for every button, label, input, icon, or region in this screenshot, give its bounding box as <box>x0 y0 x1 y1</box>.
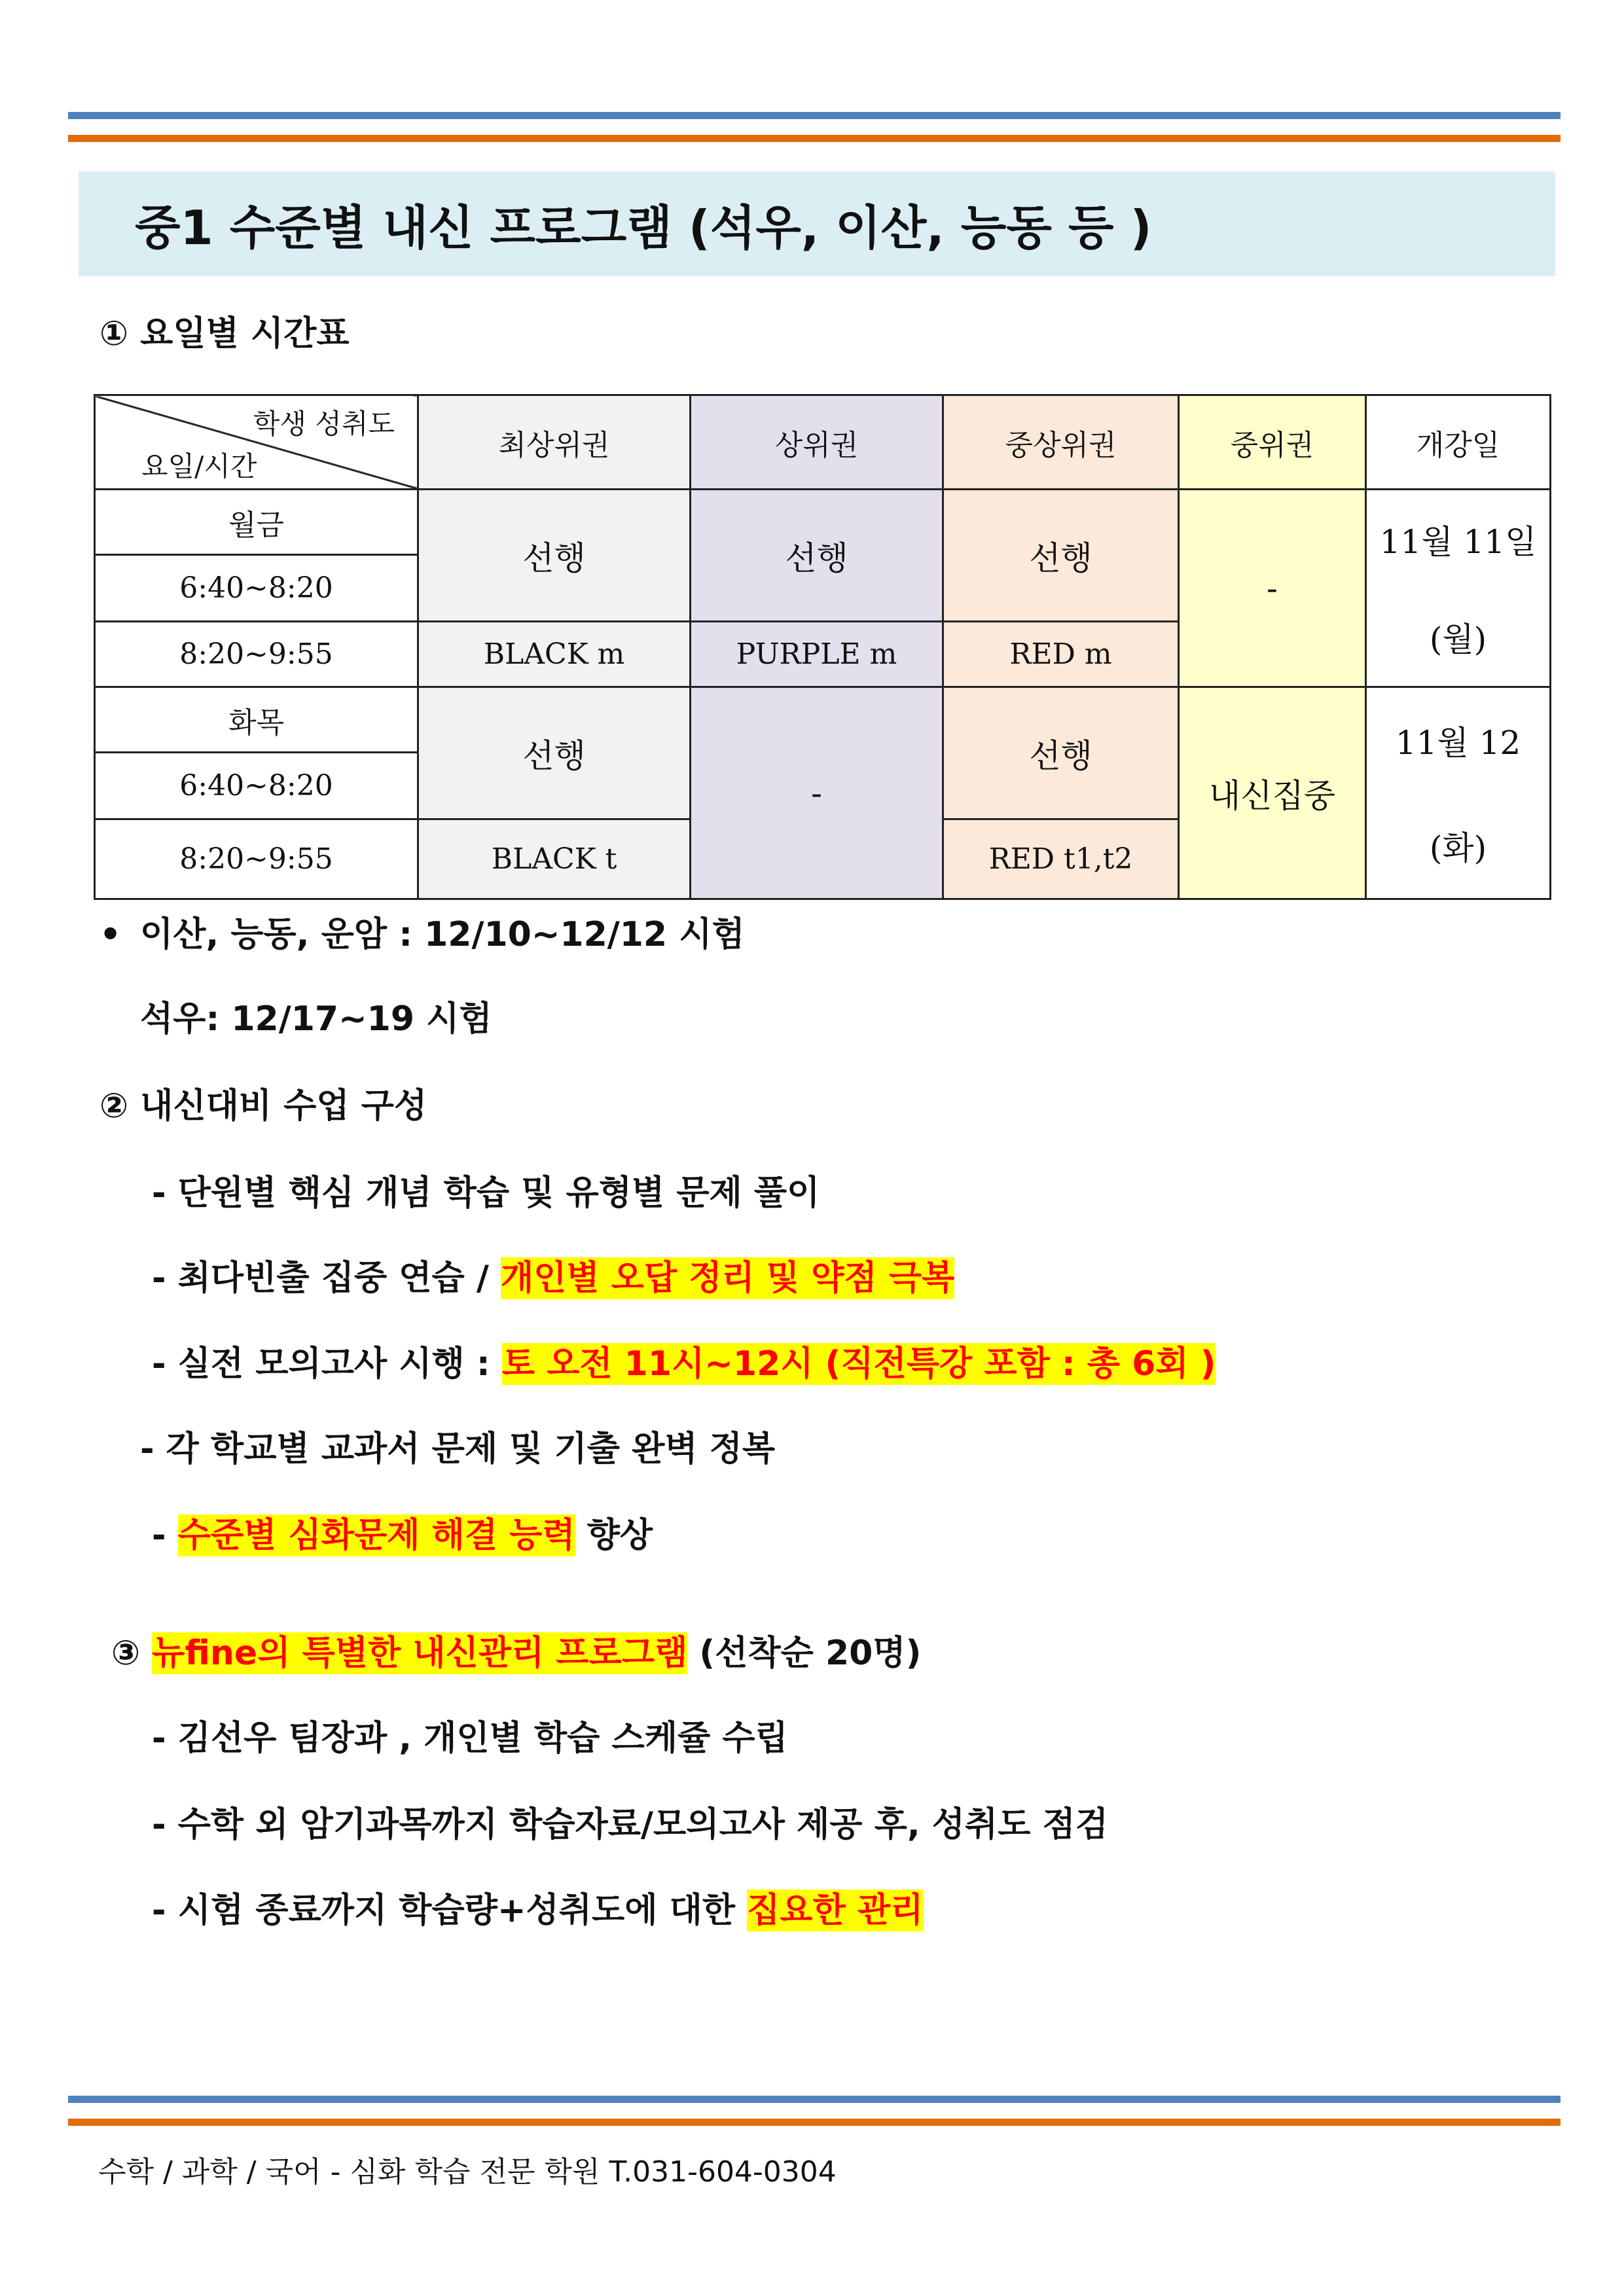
col-header-mid: 중위권 <box>1179 395 1366 490</box>
tt-start-date: 11월 12 <box>1395 724 1521 762</box>
section2-item-3 <box>152 1344 1216 1384</box>
section2-item-4: - 각 학교별 교과서 문제 및 기출 완벽 정복 <box>140 1429 776 1469</box>
tt-midupper-prestudy: 선행 <box>943 687 1179 819</box>
tt-top-prestudy: 선행 <box>418 687 691 819</box>
tt-start-day: (화) <box>1429 829 1487 867</box>
section2-item-5-dash: - <box>152 1516 178 1555</box>
mf-midupper-prestudy: 선행 <box>943 490 1179 622</box>
section3-heading <box>111 1634 922 1673</box>
mf-upper-class: PURPLE m <box>691 622 943 687</box>
section3-item-3 <box>152 1893 923 1928</box>
top-rule-orange <box>68 135 1561 142</box>
col-header-start: 개강일 <box>1366 395 1551 490</box>
mf-top-prestudy: 선행 <box>418 490 691 622</box>
exam-line-2: 석우: 12/17~19 시험 <box>140 999 492 1039</box>
col-header-midupper: 중상위권 <box>943 395 1179 490</box>
tt-time2: 8:20~9:55 <box>95 819 418 899</box>
section2-item-5 <box>152 1516 653 1555</box>
tt-top-class: BLACK t <box>418 819 691 899</box>
bottom-rule-blue <box>68 2096 1561 2103</box>
corner-achievement-label: 학생 성취도 <box>253 408 395 440</box>
exam-bullet: • <box>99 915 122 954</box>
section2-item-3-highlight: 토 오전 11시~12시 (직전특강 포함 : 총 6회 ) <box>501 1344 1216 1384</box>
footer-contact: 수학 / 과학 / 국어 - 심화 학습 전문 학원 T.031-604-0304 <box>98 2155 837 2189</box>
section3-item-1: - 김선우 팀장과 , 개인별 학습 스케쥴 수립 <box>152 1719 788 1758</box>
section2-item-1: - 단원별 핵심 개념 학습 및 유형별 문제 풀이 <box>152 1174 820 1213</box>
day-mon-fri: 월금 <box>95 490 418 555</box>
tt-mid-cell: 내신집중 <box>1179 687 1366 899</box>
section3-item-3-text: - 시험 종료까지 학습량+성취도에 대한 <box>152 1891 748 1930</box>
mf-top-class: BLACK m <box>418 622 691 687</box>
section1-heading: ① 요일별 시간표 <box>99 314 350 353</box>
mf-start-day: (월) <box>1429 620 1487 659</box>
section3-heading-suffix: (선착순 20명) <box>687 1634 922 1673</box>
section3-item-3-highlight: 집요한 관리 <box>747 1891 924 1930</box>
page-title-text: 중1 수준별 내신 프로그램 (석우, 이산, 능동 등 ) <box>135 200 1152 255</box>
section2-item-2-text: - 최다빈출 집중 연습 / <box>152 1259 501 1298</box>
section2-item-3-text: - 실전 모의고사 시행 : <box>152 1344 502 1384</box>
page-title <box>79 171 1555 276</box>
table-row <box>95 687 1551 753</box>
section2-item-5-highlight: 수준별 심화문제 해결 능력 <box>177 1516 575 1555</box>
bottom-rule-orange <box>68 2119 1561 2126</box>
section2-item-2-highlight: 개인별 오답 정리 및 약점 극복 <box>500 1259 955 1298</box>
section3-number: ③ <box>111 1634 153 1673</box>
section2-heading: ② 내신대비 수업 구성 <box>99 1086 427 1126</box>
section2-item-5-suffix: 향상 <box>575 1516 653 1555</box>
corner-day-time-label: 요일/시간 <box>141 450 257 482</box>
timetable <box>94 394 1551 900</box>
section3-item-2: - 수학 외 암기과목까지 학습자료/모의고사 제공 후, 성취도 점검 <box>152 1805 1108 1844</box>
mf-start-date: 11월 11일 <box>1379 522 1537 561</box>
corner-cell <box>95 395 418 490</box>
col-header-top: 최상위권 <box>418 395 691 490</box>
mf-mid-cell: - <box>1179 490 1366 687</box>
section2-item-2 <box>152 1259 955 1298</box>
table-row <box>95 490 1551 555</box>
tt-upper-cell: - <box>691 687 943 899</box>
table-header-row <box>95 395 1551 490</box>
top-rule-blue <box>68 112 1561 119</box>
tt-time1: 6:40~8:20 <box>95 753 418 819</box>
mf-midupper-class: RED m <box>943 622 1179 687</box>
tt-midupper-class: RED t1,t2 <box>943 819 1179 899</box>
exam-line-1: 이산, 능동, 운암 : 12/10~12/12 시험 <box>140 915 745 954</box>
mf-start-cell <box>1366 490 1551 687</box>
mf-time2: 8:20~9:55 <box>95 622 418 687</box>
mf-time1: 6:40~8:20 <box>95 555 418 622</box>
col-header-upper: 상위권 <box>691 395 943 490</box>
tt-start-cell <box>1366 687 1551 899</box>
mf-upper-prestudy: 선행 <box>691 490 943 622</box>
section3-heading-highlight: 뉴fine의 특별한 내신관리 프로그램 <box>152 1634 688 1673</box>
day-tue-thu: 화목 <box>95 687 418 753</box>
